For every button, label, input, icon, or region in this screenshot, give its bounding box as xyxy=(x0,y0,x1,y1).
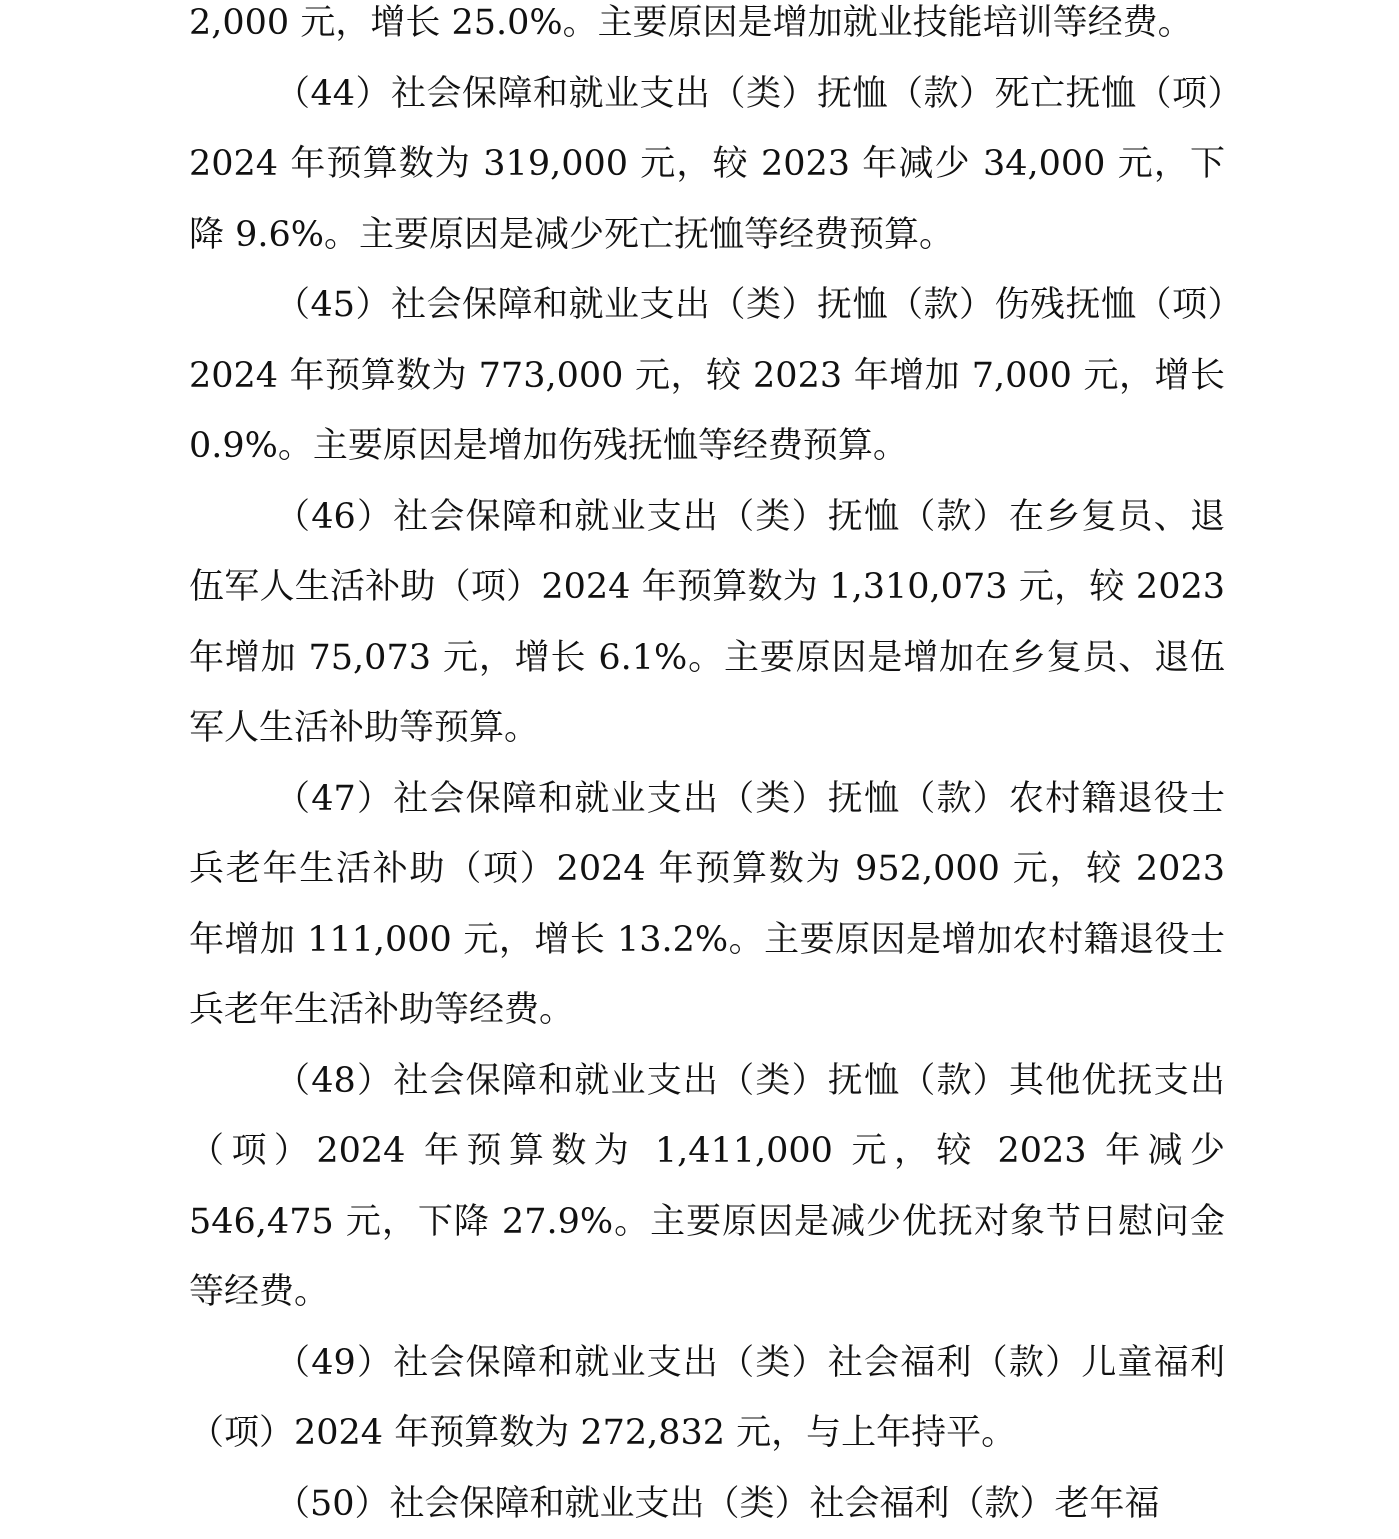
paragraph-46: （46）社会保障和就业支出（类）抚恤（款）在乡复员、退伍军人生活补助（项）2024 年预算数为 1,310,073 元，较 2023 年增加 75,073 元，增长 6.1%。主要原因是增加在乡复员、退伍军人生活补助等预算。 xyxy=(189,482,1225,764)
paragraph-48: （48）社会保障和就业支出（类）抚恤（款）其他优抚支出（项）2024 年预算数为 1,411,000 元，较 2023 年减少 546,475 元，下降 27.9%。主要原因是减少优抚对象节日慰问金等经费。 xyxy=(189,1046,1225,1328)
paragraph-49: （49）社会保障和就业支出（类）社会福利（款）儿童福利（项）2024 年预算数为 272,832 元，与上年持平。 xyxy=(189,1328,1225,1469)
paragraph-45: （45）社会保障和就业支出（类）抚恤（款）伤残抚恤（项）2024 年预算数为 773,000 元，较 2023 年增加 7,000 元，增长 0.9%。主要原因是增加伤残抚恤等经费预算。 xyxy=(189,270,1225,482)
paragraph-47: （47）社会保障和就业支出（类）抚恤（款）农村籍退役士兵老年生活补助（项）2024 年预算数为 952,000 元，较 2023 年增加 111,000 元，增长 13.2%。主要原因是增加农村籍退役士兵老年生活补助等经费。 xyxy=(189,764,1225,1046)
paragraph-44: （44）社会保障和就业支出（类）抚恤（款）死亡抚恤（项）2024 年预算数为 319,000 元，较 2023 年减少 34,000 元，下降 9.6%。主要原因是减少死亡抚恤等经费预算。 xyxy=(189,59,1225,271)
document-body xyxy=(189,0,1225,1539)
paragraph-50-start: （50）社会保障和就业支出（类）社会福利（款）老年福 xyxy=(189,1469,1225,1539)
paragraph-43-continuation: 2,000 元，增长 25.0%。主要原因是增加就业技能培训等经费。 xyxy=(189,0,1225,59)
